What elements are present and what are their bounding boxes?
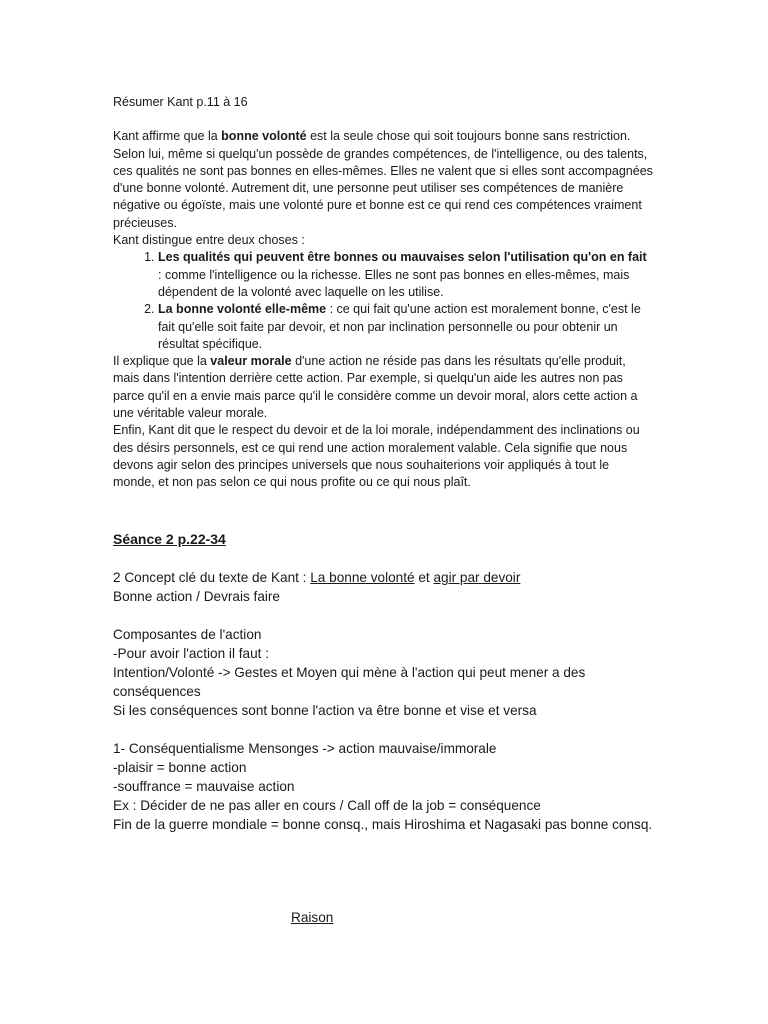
plaisir-line: -plaisir = bonne action xyxy=(113,760,247,775)
souffrance-line: -souffrance = mauvaise action xyxy=(113,779,295,794)
intention-line: Intention/Volonté -> Gestes et Moyen qui mène à l'action qui peut mener a des conséquences xyxy=(113,665,586,699)
consequences-line: Si les conséquences sont bonne l'action va être bonne et vise et versa xyxy=(113,703,537,718)
paragraph-respect-devoir: Enfin, Kant dit que le respect du devoir et de la loi morale, indépendamment des inclinations ou des désirs personnels, est ce qui rend une action moralement valable. Cela signifie que nous devons agir selon des principes universels que nous souhaiterions voir appliqués à tout le monde, et non pas selon ce qui nous profite ou ce qui nous plaît. xyxy=(113,423,640,490)
pour-avoir-line: -Pour avoir l'action il faut : xyxy=(113,646,269,661)
composantes-line: Composantes de l'action xyxy=(113,627,262,642)
kant-summary-section xyxy=(113,94,653,492)
seance-heading: Séance 2 p.22-34 xyxy=(113,531,226,547)
consequentialisme-line: 1- Conséquentialisme Mensonges -> action mauvaise/immorale xyxy=(113,741,497,756)
guerre-line: Fin de la guerre mondiale = bonne consq., mais Hiroshima et Nagasaki pas bonne consq. xyxy=(113,817,653,832)
bonne-action-line: Bonne action / Devrais faire xyxy=(113,589,280,604)
concept-line: 2 Concept clé du texte de Kant : La bonne volonté et agir par devoir xyxy=(113,570,521,585)
list-item: 2. La bonne volonté elle-même : ce qui fait qu'une action est moralement bonne, c'est le fait qu'elle soit faite par devoir, et non par inclination personnelle ou pour obtenir un résultat spécifique. xyxy=(158,301,653,353)
paragraph-bonne-volonte: Kant affirme que la bonne volonté est la seule chose qui soit toujours bonne sans restriction. Selon lui, même si quelqu'un possède de grandes compétences, de l'intelligence, ou des talents, ces qualités ne sont pas bonnes en elles-mêmes. Elles ne valent que si elles sont accompagnées d'une bonne volonté. Autrement dit, une personne peut utiliser ses compétences de manière négative ou égoïste, mais une volonté pure et bonne est ce qui rend ces compétences vraiment précieuses. xyxy=(113,129,653,230)
list-item: 1. Les qualités qui peuvent être bonnes ou mauvaises selon l'utilisation qu'on en fait : comme l'intelligence ou la richesse. Elles ne sont pas bonnes en elles-mêmes, mais dépendent de la volonté avec laquelle on les utilise. xyxy=(158,249,653,301)
distinction-list xyxy=(113,249,653,353)
raison-heading: Raison xyxy=(291,910,334,925)
example-line: Ex : Décider de ne pas aller en cours / Call off de la job = conséquence xyxy=(113,798,541,813)
paragraph-valeur-morale: Il explique que la valeur morale d'une action ne réside pas dans les résultats qu'elle produit, mais dans l'intention derrière cette action. Par exemple, si quelqu'un aide les autres non pas parce qu'il en a envie mais parce qu'il le considère comme un devoir moral, alors cette action a une véritable valeur morale. xyxy=(113,354,638,421)
seance-2-section xyxy=(113,530,673,834)
summary-title: Résumer Kant p.11 à 16 xyxy=(113,95,248,109)
paragraph-distinction: Kant distingue entre deux choses : xyxy=(113,233,305,248)
